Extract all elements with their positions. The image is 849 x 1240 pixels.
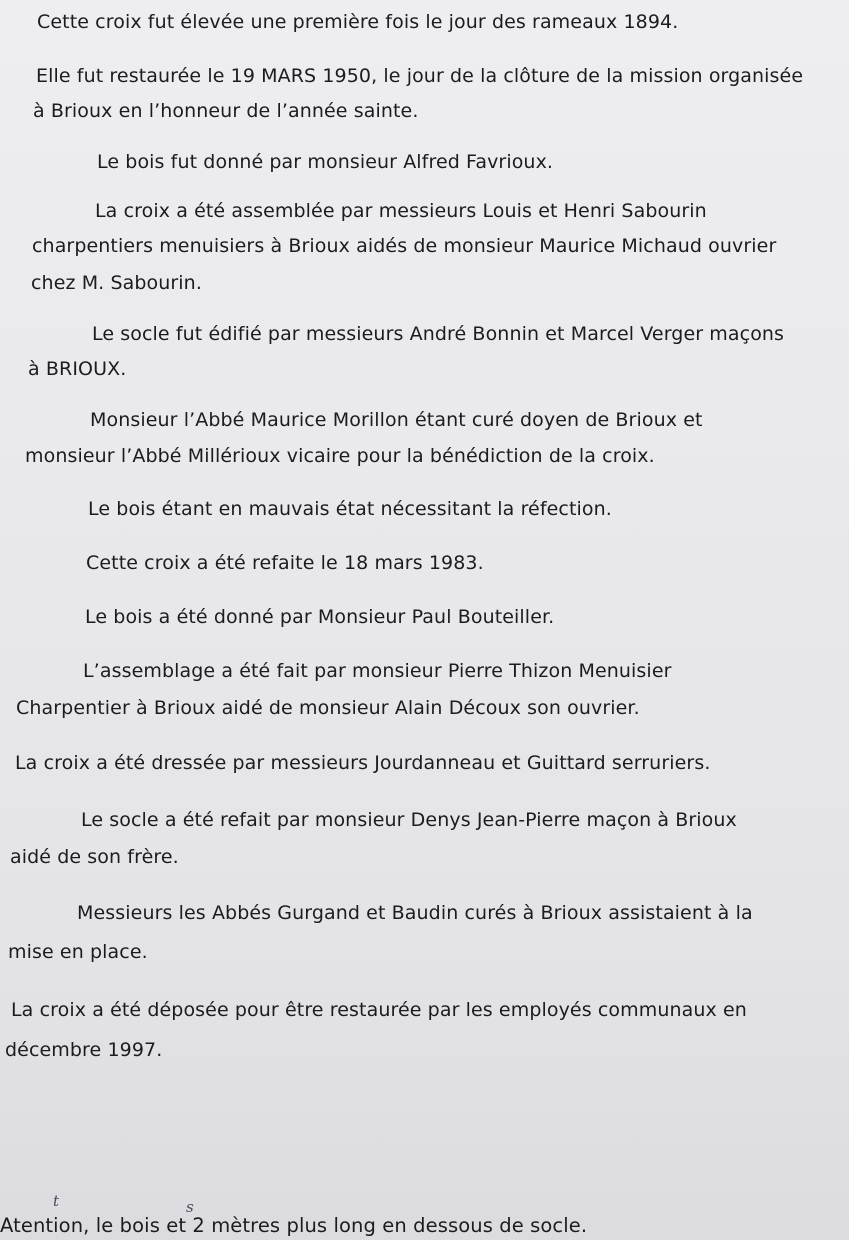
text-line-23: décembre 1997. bbox=[5, 1039, 163, 1061]
text-line-21: mise en place. bbox=[8, 941, 148, 963]
text-line-11: monsieur l’Abbé Millérioux vicaire pour la bénédiction de la croix. bbox=[25, 445, 655, 467]
text-line-10: Monsieur l’Abbé Maurice Morillon étant curé doyen de Brioux et bbox=[90, 409, 703, 431]
text-line-13: Cette croix a été refaite le 18 mars 1983. bbox=[86, 552, 484, 574]
text-line-15: L’assemblage a été fait par monsieur Pierre Thizon Menuisier bbox=[83, 660, 672, 682]
text-line-14: Le bois a été donné par Monsieur Paul Bouteiller. bbox=[85, 606, 555, 628]
text-line-16: Charpentier à Brioux aidé de monsieur Alain Découx son ouvrier. bbox=[16, 697, 640, 719]
text-line-7: chez M. Sabourin. bbox=[31, 272, 202, 294]
text-line-17: La croix a été dressée par messieurs Jourdanneau et Guittard serruriers. bbox=[15, 752, 711, 774]
text-line-8: Le socle fut édifié par messieurs André Bonnin et Marcel Verger maçons bbox=[92, 323, 785, 345]
text-line-9: à BRIOUX. bbox=[28, 358, 127, 380]
text-line-19: aidé de son frère. bbox=[10, 846, 179, 868]
text-line-5: La croix a été assemblée par messieurs Louis et Henri Sabourin bbox=[95, 200, 707, 222]
text-line-3: à Brioux en l’honneur de l’année sainte. bbox=[33, 100, 419, 122]
handwritten-correction-t: t bbox=[53, 1192, 60, 1210]
text-line-6: charpentiers menuisiers à Brioux aidés de monsieur Maurice Michaud ouvrier bbox=[32, 235, 777, 257]
text-line-2: Elle fut restaurée le 19 MARS 1950, le jour de la clôture de la mission organisée bbox=[36, 65, 804, 87]
text-line-18: Le socle a été refait par monsieur Denys Jean-Pierre maçon à Brioux bbox=[81, 809, 737, 831]
text-line-20: Messieurs les Abbés Gurgand et Baudin curés à Brioux assistaient à la bbox=[77, 902, 753, 924]
text-line-22: La croix a été déposée pour être restaurée par les employés communaux en bbox=[11, 999, 747, 1021]
text-line-1: Cette croix fut élevée une première fois le jour des rameaux 1894. bbox=[37, 11, 679, 33]
note-line: Atention, le bois et 2 mètres plus long en dessous de socle. bbox=[0, 1214, 588, 1237]
text-line-12: Le bois étant en mauvais état nécessitant la réfection. bbox=[88, 498, 612, 520]
handwritten-correction-s: s bbox=[186, 1198, 194, 1216]
text-line-4: Le bois fut donné par monsieur Alfred Favrioux. bbox=[97, 151, 554, 173]
